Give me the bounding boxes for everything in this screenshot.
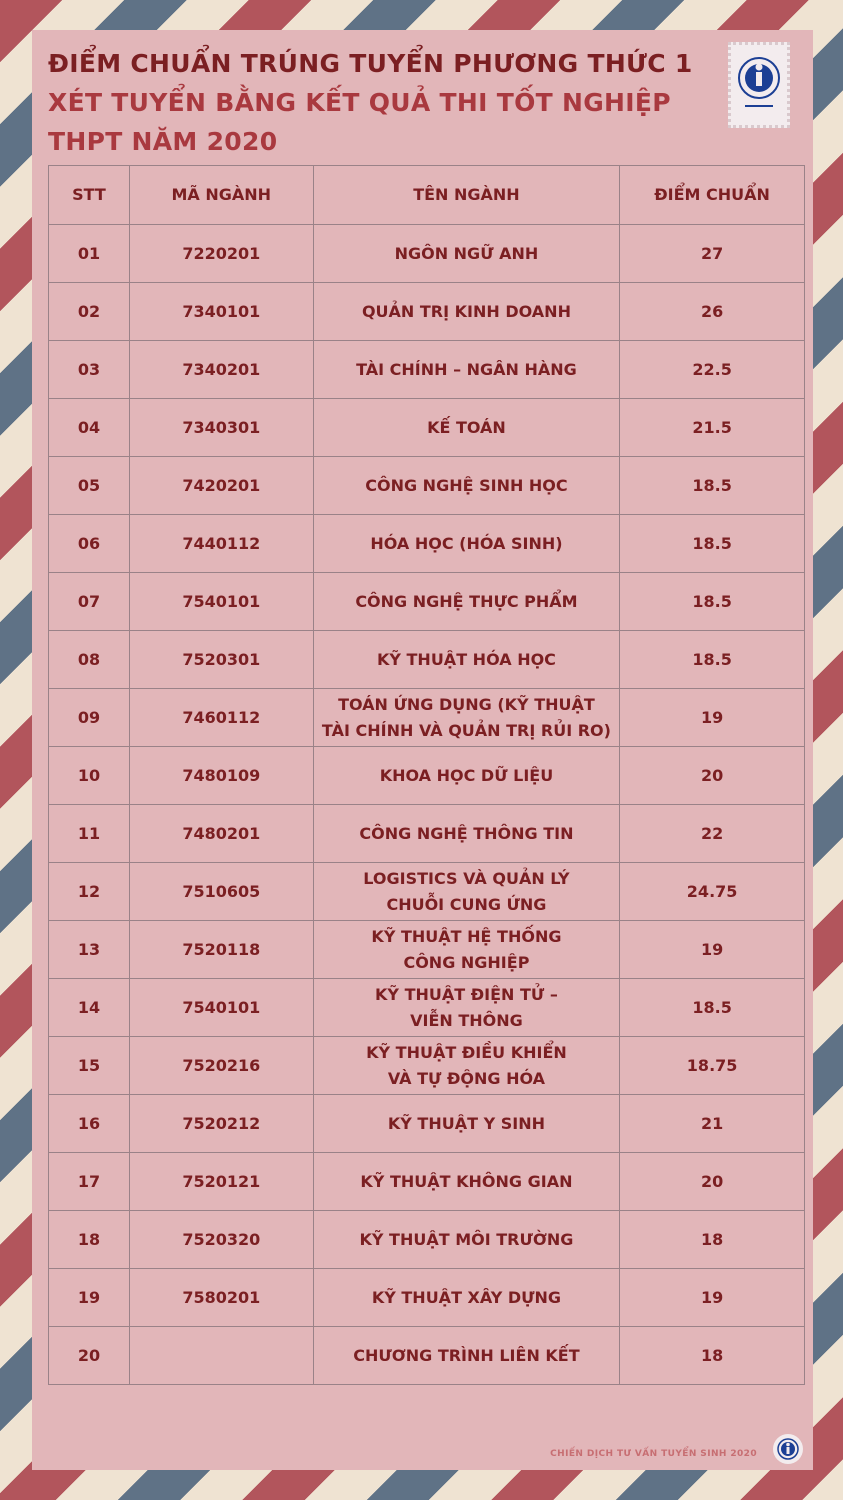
row-major-code: 7480201: [129, 805, 313, 863]
table-row: [49, 1153, 805, 1211]
table-row: [49, 979, 805, 1037]
row-stt: 01: [49, 225, 130, 283]
table-row: [49, 747, 805, 805]
header-stt: STT: [49, 166, 130, 225]
row-major-code: 7510605: [129, 863, 313, 921]
row-cutoff-score: 20: [620, 1153, 805, 1211]
row-major-name: CÔNG NGHỆ THỰC PHẨM: [313, 573, 620, 631]
row-major-name: KỸ THUẬT ĐIỆN TỬ – VIỄN THÔNG: [313, 979, 620, 1037]
row-cutoff-score: 18: [620, 1327, 805, 1385]
row-stt: 20: [49, 1327, 130, 1385]
table-row: [49, 805, 805, 863]
row-stt: 11: [49, 805, 130, 863]
row-cutoff-score: 18.5: [620, 979, 805, 1037]
score-table: [48, 165, 805, 1385]
page-title: [48, 44, 693, 161]
row-major-name: HÓA HỌC (HÓA SINH): [313, 515, 620, 573]
content-card: [32, 30, 813, 1470]
row-stt: 12: [49, 863, 130, 921]
row-stt: 10: [49, 747, 130, 805]
row-major-name: CÔNG NGHỆ SINH HỌC: [313, 457, 620, 515]
row-major-code: 7520320: [129, 1211, 313, 1269]
row-stt: 14: [49, 979, 130, 1037]
row-stt: 05: [49, 457, 130, 515]
university-seal-icon: [728, 42, 790, 128]
row-major-code: 7520121: [129, 1153, 313, 1211]
row-stt: 06: [49, 515, 130, 573]
row-stt: 15: [49, 1037, 130, 1095]
table-row: [49, 457, 805, 515]
header-score: ĐIỂM CHUẨN: [620, 166, 805, 225]
row-cutoff-score: 19: [620, 1269, 805, 1327]
title-line-2: XÉT TUYỂN BẰNG KẾT QUẢ THI TỐT NGHIỆP: [48, 88, 671, 117]
table-row: [49, 573, 805, 631]
table-row: [49, 225, 805, 283]
row-stt: 07: [49, 573, 130, 631]
table-row: [49, 689, 805, 747]
row-stt: 13: [49, 921, 130, 979]
row-major-name: KỸ THUẬT XÂY DỰNG: [313, 1269, 620, 1327]
row-stt: 18: [49, 1211, 130, 1269]
row-stt: 03: [49, 341, 130, 399]
row-cutoff-score: 26: [620, 283, 805, 341]
row-cutoff-score: 19: [620, 689, 805, 747]
row-major-name: CHƯƠNG TRÌNH LIÊN KẾT: [313, 1327, 620, 1385]
row-major-name: QUẢN TRỊ KINH DOANH: [313, 283, 620, 341]
row-cutoff-score: 18.5: [620, 631, 805, 689]
row-stt: 17: [49, 1153, 130, 1211]
row-major-code: 7340201: [129, 341, 313, 399]
row-cutoff-score: 18.75: [620, 1037, 805, 1095]
row-cutoff-score: 18.5: [620, 457, 805, 515]
table-row: [49, 341, 805, 399]
row-major-name: LOGISTICS VÀ QUẢN LÝ CHUỖI CUNG ỨNG: [313, 863, 620, 921]
row-major-name: TÀI CHÍNH – NGÂN HÀNG: [313, 341, 620, 399]
row-major-name: KHOA HỌC DỮ LIỆU: [313, 747, 620, 805]
row-major-code: 7540101: [129, 979, 313, 1037]
row-major-code: 7420201: [129, 457, 313, 515]
row-cutoff-score: 27: [620, 225, 805, 283]
title-line-3: THPT NĂM 2020: [48, 127, 278, 156]
row-major-code: 7460112: [129, 689, 313, 747]
row-major-code: 7340101: [129, 283, 313, 341]
row-major-name: KỸ THUẬT KHÔNG GIAN: [313, 1153, 620, 1211]
row-major-name: NGÔN NGỮ ANH: [313, 225, 620, 283]
row-cutoff-score: 19: [620, 921, 805, 979]
row-cutoff-score: 24.75: [620, 863, 805, 921]
row-major-name: KỸ THUẬT ĐIỀU KHIỂN VÀ TỰ ĐỘNG HÓA: [313, 1037, 620, 1095]
table-header-row: [49, 166, 805, 225]
row-major-name: KỸ THUẬT HÓA HỌC: [313, 631, 620, 689]
table-row: [49, 1269, 805, 1327]
row-major-name: KỸ THUẬT MÔI TRƯỜNG: [313, 1211, 620, 1269]
row-major-code: 7220201: [129, 225, 313, 283]
row-stt: 16: [49, 1095, 130, 1153]
table-row: [49, 1327, 805, 1385]
row-cutoff-score: 21.5: [620, 399, 805, 457]
table-row: [49, 1211, 805, 1269]
row-major-code: 7480109: [129, 747, 313, 805]
campaign-footer: CHIẾN DỊCH TƯ VẤN TUYỂN SINH 2020: [550, 1449, 757, 1459]
footer-university-seal-icon: [773, 1434, 803, 1464]
row-major-name: TOÁN ỨNG DỤNG (KỸ THUẬT TÀI CHÍNH VÀ QUẢN TRỊ RỦI RO): [313, 689, 620, 747]
row-major-name: KỸ THUẬT HỆ THỐNG CÔNG NGHIỆP: [313, 921, 620, 979]
header-name: TÊN NGÀNH: [313, 166, 620, 225]
table-row: [49, 515, 805, 573]
table-row: [49, 283, 805, 341]
table-row: [49, 863, 805, 921]
header-code: MÃ NGÀNH: [129, 166, 313, 225]
row-stt: 19: [49, 1269, 130, 1327]
row-stt: 09: [49, 689, 130, 747]
row-cutoff-score: 22.5: [620, 341, 805, 399]
table-row: [49, 631, 805, 689]
row-major-code: [129, 1327, 313, 1385]
row-cutoff-score: 18.5: [620, 515, 805, 573]
row-cutoff-score: 18: [620, 1211, 805, 1269]
table-row: [49, 399, 805, 457]
row-stt: 04: [49, 399, 130, 457]
row-cutoff-score: 21: [620, 1095, 805, 1153]
row-cutoff-score: 20: [620, 747, 805, 805]
title-line-1: ĐIỂM CHUẨN TRÚNG TUYỂN PHƯƠNG THỨC 1: [48, 49, 693, 78]
table-row: [49, 921, 805, 979]
row-major-code: 7540101: [129, 573, 313, 631]
row-major-name: CÔNG NGHỆ THÔNG TIN: [313, 805, 620, 863]
row-cutoff-score: 18.5: [620, 573, 805, 631]
row-cutoff-score: 22: [620, 805, 805, 863]
row-stt: 02: [49, 283, 130, 341]
table-row: [49, 1095, 805, 1153]
row-major-name: KẾ TOÁN: [313, 399, 620, 457]
row-major-name: KỸ THUẬT Y SINH: [313, 1095, 620, 1153]
row-major-code: 7520216: [129, 1037, 313, 1095]
row-major-code: 7340301: [129, 399, 313, 457]
row-major-code: 7520301: [129, 631, 313, 689]
row-major-code: 7440112: [129, 515, 313, 573]
row-major-code: 7520212: [129, 1095, 313, 1153]
row-major-code: 7520118: [129, 921, 313, 979]
table-row: [49, 1037, 805, 1095]
row-stt: 08: [49, 631, 130, 689]
row-major-code: 7580201: [129, 1269, 313, 1327]
